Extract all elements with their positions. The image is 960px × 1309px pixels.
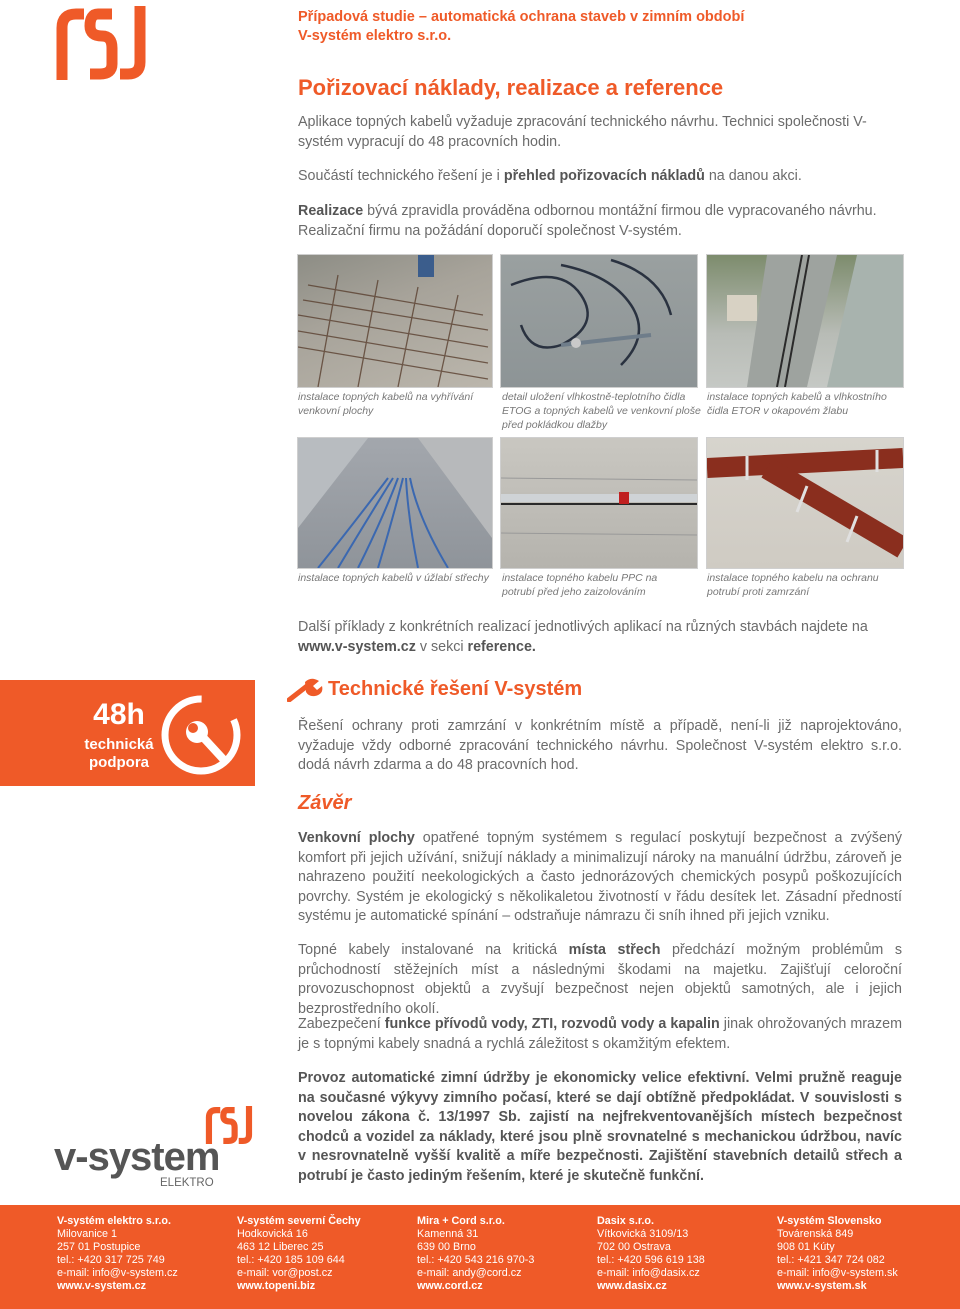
brand-logo [54, 1100, 264, 1192]
caption-photo-3: instalace topných kabelů a vlhkostního čidla ETOR v okapovém žlabu [707, 391, 887, 417]
clock-wrench-icon [156, 690, 246, 780]
support-badge [0, 680, 255, 786]
caption-photo-6: instalace topného kabelu na ochranu potrubí proti zamrzání [707, 572, 879, 598]
references-link[interactable]: reference. [467, 639, 536, 655]
paragraph-references: Další příklady z konkrétních realizací jednotlivých aplikací na různých stavbách najdete na www.v-system.cz v sekci reference. [298, 619, 868, 655]
website-link[interactable]: www.v-system.cz [298, 639, 416, 655]
paragraph-design: Aplikace topných kabelů vyžaduje zpracování technického návrhu. Technici společnosti V-systém vypracují do 48 pracovních hodin. [298, 114, 867, 150]
footer-contact-2: V-systém severní Čechy Hodkovická 16 463 12 Liberec 25 tel.: +420 185 109 644 e-mail: vor@post.cz www.topeni.biz [237, 1215, 361, 1292]
pipe-image [501, 438, 697, 568]
paragraph-realization: Realizace bývá zpravidla prováděna odbornou montážní firmou dle vypracovaného návrhu. Realizační firmu na požádání doporučí společnost V-systém. [298, 203, 877, 239]
vsystem-logo-icon [54, 6, 152, 80]
header-line-1: Případová studie – automatická ochrana staveb v zimním období [298, 9, 745, 25]
heating-cables-image [298, 255, 492, 387]
paragraph-overview: Součástí technického řešení je i přehled pořizovacích nákladů na danou akci. [298, 168, 802, 184]
badge-hours: 48h [93, 698, 145, 731]
footer-contact-3: Mira + Cord s.r.o. Kamenná 31 639 00 Brno tel.: +420 543 216 970-3 e-mail: andy@cord.cz www.cord.cz [417, 1215, 535, 1292]
brand-sub: ELEKTRO [160, 1177, 214, 1189]
header-line-2: V-systém elektro s.r.o. [298, 28, 452, 44]
document-header [298, 8, 744, 46]
conclusion-title: Závěr [298, 792, 352, 814]
footer-contact-1: V-systém elektro s.r.o. Milovanice 1 257 01 Postupice tel.: +420 317 725 749 e-mail: info@v-system.cz www.v-system.cz [57, 1215, 178, 1292]
tech-solution-text: Řešení ochrany proti zamrzání v konkrétním místě a případě, není-li již naprojektováno, vyžaduje vždy odborné zpracování technického návrhu. Společnost V-systém elektro s.r.o. dodá návrh zdarma a do 48 pracovních hod. [298, 718, 902, 773]
caption-photo-4: instalace topných kabelů v úžlabí střechy [298, 572, 489, 584]
caption-photo-2: detail uložení vlhkostně-teplotního čidla ETOG a topných kabelů ve venkovní ploše před pokládkou dlažby [502, 391, 701, 431]
caption-photo-5: instalace topného kabelu PPC na potrubí před jeho zaizolováním [502, 572, 658, 598]
footer-web-link[interactable]: www.cord.cz [417, 1280, 483, 1292]
footer-web-link[interactable]: www.v-system.sk [777, 1280, 867, 1292]
conclusion-paragraph-2: Topné kabely instalované na kritická místa střech předchází možným problémům s průchodností stěžejních míst a následnými škodami na majetku. Zajišťují celoroční provozuschopnost objektů a zvyšují bezpečnost nejen objektů samotných, ale i jejich bezprostředního okolí. [298, 942, 903, 1017]
photo-ppc-pipe [500, 437, 698, 569]
roof-valley-image [298, 438, 492, 568]
wrench-icon [287, 678, 323, 702]
photo-outdoor-surface [297, 254, 493, 388]
gutter-cable-image [707, 255, 903, 387]
conclusion-paragraph-1: Venkovní plochy opatřené topným systémem s regulací poskytují bezpečnost a zvýšený komfort při jejich užívání, snižují náklady a minimalizují nároky na manuální údržbu, zároveň je nahrazeno použití neekologických a často jednorázových chemických posypů poškozujících povrchy. Systém je ekologický s několikaletou životností v řádu desítek let. Zásadní předností systému je automatické spínání – odstraňuje námrazu či sníh ihned při jejich vzniku. [298, 830, 902, 924]
section-title-costs: Pořizovací náklady, realizace a reference [298, 75, 724, 100]
photo-roof-valley [297, 437, 493, 569]
footer-contacts [0, 1205, 960, 1309]
photo-gutter [706, 254, 904, 388]
photo-pipe-protection [706, 437, 904, 569]
conclusion-paragraph-3: Zabezpečení funkce přívodů vody, ZTI, rozvodů vody a kapalin jinak ohrožovaných mrazem je s topnými kabely snadná a rychlá záležitost s okamžitým efektem. [298, 1016, 902, 1052]
sensor-cable-image [501, 255, 697, 387]
tech-solution-title: Technické řešení V-systém [328, 678, 583, 700]
footer-web-link[interactable]: www.topeni.biz [237, 1280, 316, 1292]
footer-web-link[interactable]: www.dasix.cz [597, 1280, 667, 1292]
badge-line-2: podpora [89, 754, 149, 771]
pipe-protection-image [707, 438, 903, 568]
photo-etog-sensor [500, 254, 698, 388]
footer-contact-5: V-systém Slovensko Továrenská 849 908 01 Kúty tel.: +421 347 724 082 e-mail: info@v-system.sk www.v-system.sk [777, 1215, 898, 1292]
footer-web-link[interactable]: www.v-system.cz [57, 1280, 147, 1292]
conclusion-paragraph-4: Provoz automatické zimní údržby je ekonomicky velice efektivní. Velmi pružně reaguje na současné výkyvy zimního počasí, které se dají obtížně předpokládat. V souvislosti s novelou zákona č. 13/1997 Sb. zajistí na nejfrekventovanějších místech bezpečnost chodců a vozidel za náklady, které jsou plně srovnatelné s mechanickou údržbou, navíc v nesrovnatelně vyšší kvalitě a míře bezpečnosti. Zajištění stavebních detailů střech a potrubí je často jediným řešením, které je skutečně funkční. [298, 1070, 902, 1184]
footer-contact-4: Dasix s.r.o. Vítkovická 3109/13 702 00 Ostrava tel.: +420 596 619 138 e-mail: info@dasix.cz www.dasix.cz [597, 1215, 705, 1292]
caption-photo-1: instalace topných kabelů na vyhřívání venkovní plochy [298, 391, 474, 417]
brand-name: v-system [54, 1135, 220, 1179]
badge-line-1: technická [84, 736, 154, 753]
